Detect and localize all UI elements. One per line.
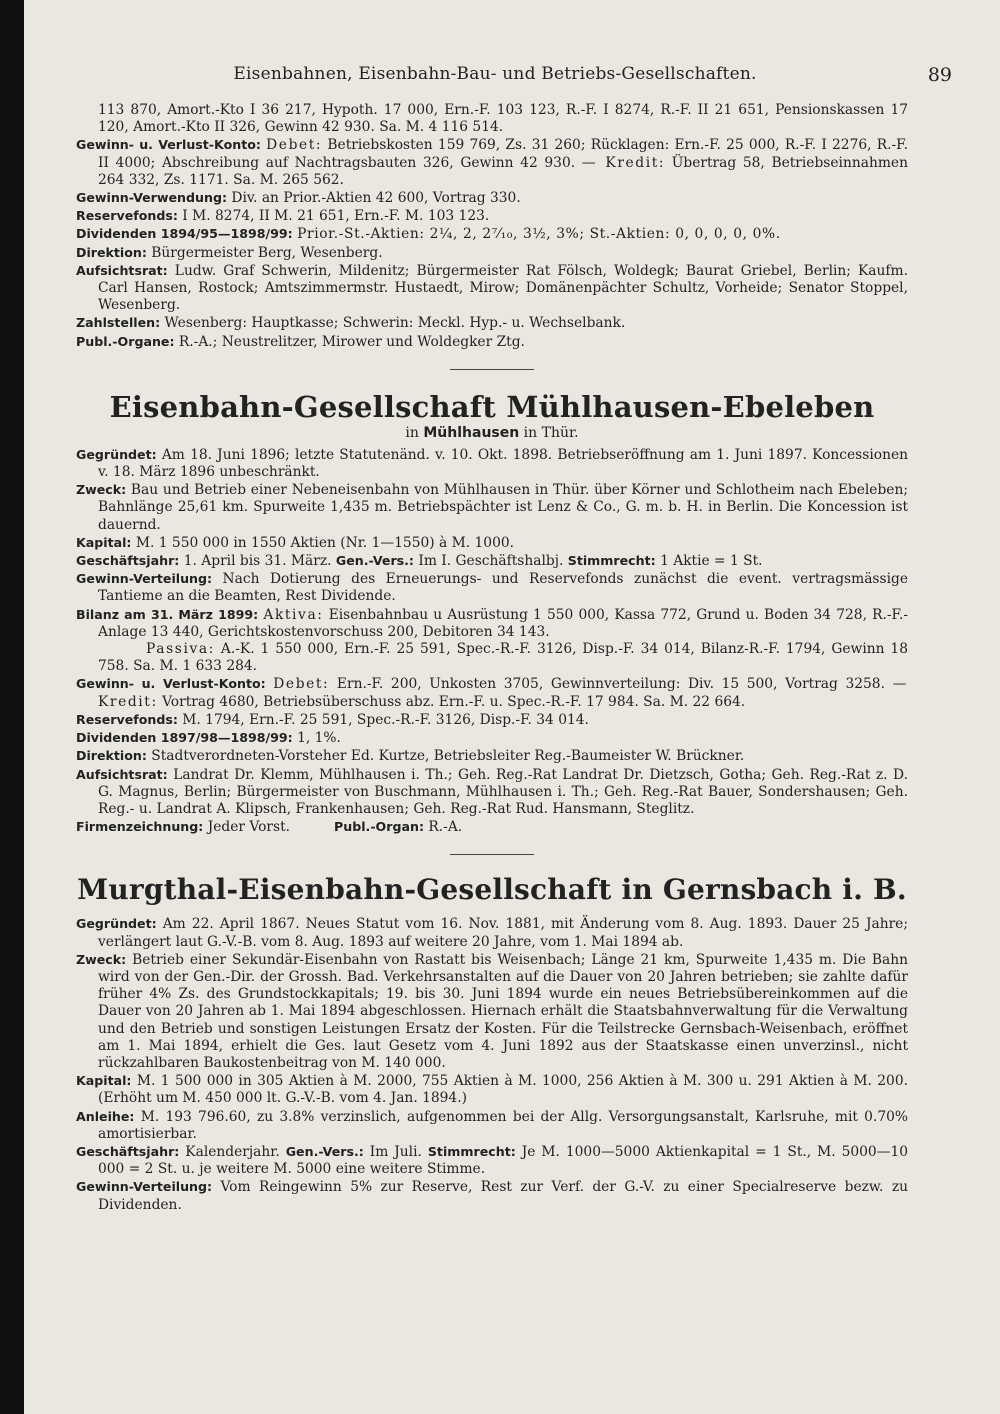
seat-suffix: in Thür.	[523, 424, 579, 441]
entry-text: Bürgermeister Berg, Wesenberg.	[151, 244, 383, 261]
entry-label: Gewinn-Verteilung:	[76, 1179, 213, 1195]
entry-label: Aufsichtsrat:	[76, 262, 168, 278]
balance-continuation	[76, 102, 908, 136]
entry-text: Div. an Prior.-Aktien 42 600, Vortrag 330.	[231, 190, 521, 207]
document-page	[60, 0, 960, 1414]
entry-gewinn-verteilung	[76, 570, 908, 605]
company-title: Murgthal-Eisenbahn-Gesellschaft in Gernsbach i. B.	[77, 873, 907, 907]
entry-direktion	[76, 747, 908, 765]
entry-bilanz-passiva	[76, 641, 908, 675]
seat-city: Mühlhausen	[423, 424, 520, 441]
entry-text: Im I. Geschäftshalbj.	[418, 553, 564, 570]
entry-gegruendet	[76, 446, 908, 481]
entry-label: Gewinn-Verwendung:	[76, 190, 228, 206]
entry-dividenden	[76, 225, 908, 243]
entry-text: Nach Dotierung des Erneuerungs- und Reservefonds zunächst die event. vertragsmässige Tantieme an die Beamten, Rest Dividende.	[98, 571, 908, 605]
entry-label: Bilanz am 31. März 1899:	[76, 606, 259, 622]
entry-label: Gegründet:	[76, 446, 157, 462]
entry-label: Dividenden 1894/95—1898/99:	[76, 226, 293, 242]
page-number: 89	[927, 64, 952, 86]
entry-text: Ludw. Graf Schwerin, Mildenitz; Bürgermeister Rat Fölsch, Woldegk; Baurat Griebel, Berlin; Kaufm. Carl Hansen, Rostock; Amtszimmermstr. Hustaedt, Mirow; Domänenpächter Schultz, Vorheide; Senator Stoppel, Wesenberg.	[98, 262, 908, 314]
entry-gegruendet	[76, 915, 908, 950]
entry-text: Prior.-St.-Aktien: 2¼, 2, 2⁷⁄₁₀, 3½, 3%; St.-Aktien: 0, 0, 0, 0, 0%.	[297, 226, 781, 243]
entry-text: R.-A.	[428, 819, 463, 836]
entry-label: Gen.-Vers.:	[285, 1143, 364, 1159]
entry-label: Gegründet:	[76, 916, 157, 932]
entry-label: Publ.-Organ:	[334, 819, 424, 835]
entry-label: Stimmrecht:	[567, 553, 656, 569]
entry-text: M. 1 550 000 in 1550 Aktien (Nr. 1—1550) à M. 1000.	[135, 534, 515, 551]
entry-bilanz	[76, 606, 908, 641]
entry-gewinn-verwendung	[76, 189, 908, 207]
running-title: Eisenbahnen, Eisenbahn-Bau- und Betriebs-Gesellschaften.	[233, 64, 757, 84]
entry-label: Dividenden 1897/98—1898/99:	[76, 730, 293, 746]
entry-text: Eisenbahnbau u Ausrüstung 1 550 000, Kassa 772, Grund u. Boden 34 728, R.-F.-Anlage 13 440, Gerichtskostenvorschuss 200, Debitoren 34 143.	[98, 606, 909, 640]
entry-text: Ern.-F. 200, Unkosten 3705, Gewinnverteilung: Div. 15 500, Vortrag 3258.	[336, 676, 885, 693]
balance-continuation-text: 113 870, Amort.-Kto I 36 217, Hypoth. 17 000, Ern.-F. 103 123, R.-F. I 8274, R.-F. II 21 651, Pensionskassen 17 120, Amort.-Kto II 326, Gewinn 42 930. Sa. M. 4 116 514.	[98, 102, 908, 136]
entry-kapital	[76, 534, 908, 552]
entry-publ-organe	[76, 333, 908, 351]
entry-reservefonds	[76, 207, 908, 225]
entry-text: Im Juli.	[369, 1143, 422, 1160]
entry-label: Gewinn- u. Verlust-Konto:	[76, 137, 261, 153]
debet-label: Debet:	[266, 137, 323, 154]
entry-text: R.-A.; Neustrelitzer, Mirower und Woldegker Ztg.	[178, 333, 525, 350]
entry-text: Am 18. Juni 1896; letzte Statutenänd. v. 10. Okt. 1898. Betriebseröffnung am 1. Juni 1897. Koncessionen v. 18. März 1896 unbeschränkt.	[98, 446, 908, 481]
entry-label: Gewinn-Verteilung:	[76, 571, 213, 587]
entry-label: Reservefonds:	[76, 208, 178, 224]
entry-text: Bau und Betrieb einer Nebeneisenbahn von Mühlhausen in Thür. über Körner und Schlotheim nach Ebeleben; Bahnlänge 25,61 km. Spurweite 1,435 m. Betriebspächter ist Lenz & Co., G. m. b. H. in Berlin. Die Koncession ist dauernd.	[98, 482, 908, 533]
entry-label: Publ.-Organe:	[76, 333, 175, 349]
entry-gewinn-verlust	[76, 675, 908, 710]
entry-label: Kapital:	[76, 1073, 132, 1089]
section-divider	[450, 369, 534, 370]
entry-label: Geschäftsjahr:	[76, 1143, 180, 1159]
entry-text: Jeder Vorst.	[207, 819, 291, 836]
entry-direktion	[76, 244, 908, 262]
book-binding-edge	[0, 0, 24, 1414]
entry-kapital	[76, 1072, 908, 1107]
entry-aufsichtsrat	[76, 766, 908, 819]
section-divider	[450, 854, 534, 855]
entry-zweck	[76, 951, 908, 1072]
entry-zweck	[76, 481, 908, 534]
running-head	[60, 64, 960, 86]
entry-label: Direktion:	[76, 748, 147, 764]
entry-label: Gewinn- u. Verlust-Konto:	[76, 676, 266, 692]
entry-gewinn-verlust	[76, 136, 908, 189]
entry-text: 1, 1%.	[297, 730, 341, 747]
entry-dividenden	[76, 729, 908, 747]
entry-text: Betrieb einer Sekundär-Eisenbahn von Rastatt bis Weisenbach; Länge 21 km, Spurweite 1,435 m. Die Bahn wird von der Gen.-Dir. der Grossh. Bad. Verkehrsanstalten auf die Dauer von 20 Jahren betrieben; sie zahlte dafür früher 4% Zs. des Grundstockkapitals; 19. bis 30. Juni 1894 wurde ein neues Betriebsübereinkommen auf die Dauer von 20 Jahren ab 1. Mai 1894 abgeschlossen. Hiernach erhält die Staatsbahnverwaltung für die Verwaltung und den Betrieb und sonstigen Leistungen Ersatz der Kosten. Für die Teilstrecke Gernsbach-Weisenbach, eröffnet am 1. Mai 1894, erhielt die Ges. laut Gesetz vom 4. Juni 1892 aus der Staatskasse einen unverzinsl., nicht rückzahlbaren Baukostenbeitrag von M. 140 000.	[98, 951, 908, 1071]
entry-anleihe	[76, 1108, 908, 1143]
entry-text: Stadtverordneten-Vorsteher Ed. Kurtze, Betriebsleiter Reg.-Baumeister W. Brückner.	[151, 748, 745, 765]
kredit-label: — Kredit:	[581, 154, 666, 171]
debet-label: Debet:	[273, 676, 330, 693]
entry-geschaeftsjahr	[76, 1143, 908, 1178]
entry-label: Geschäftsjahr:	[76, 553, 180, 569]
entry-text: M. 193 796.60, zu 3.8% verzinslich, aufgenommen bei der Allg. Versorgungsanstalt, Karlsruhe, mit 0.70% amortisierbar.	[98, 1108, 908, 1142]
entry-zahlstellen	[76, 314, 908, 332]
entry-text: A.-K. 1 550 000, Ern.-F. 25 591, Spec.-R.-F. 3126, Disp.-F. 34 014, Bilanz-R.-F. 1794, Gewinn 18 758. Sa. M. 1 633 284.	[98, 641, 908, 675]
entry-firmenzeichnung	[76, 818, 908, 836]
passiva-label: Passiva:	[146, 641, 215, 658]
entry-text: M. 1794, Ern.-F. 25 591, Spec.-R.-F. 3126, Disp.-F. 34 014.	[182, 711, 589, 728]
entry-label: Stimmrecht:	[427, 1143, 516, 1159]
entry-text: Vortrag 4680, Betriebsüberschuss abz. Ern.-F. u. Spec.-R.-F. 17 984. Sa. M. 22 664.	[162, 693, 746, 710]
entry-text: Betriebskosten 159 769, Zs. 31 260; Rücklagen: Ern.-F. 25 000, R.-F. I 2276, R.-F. II 4000; Abschreibung auf Nachtragsbauten 326, Gewinn 42 930.	[98, 137, 908, 171]
entry-text: I M. 8274, II M. 21 651, Ern.-F. M. 103 123.	[182, 208, 490, 225]
entry-aufsichtsrat	[76, 262, 908, 315]
company-title: Eisenbahn-Gesellschaft Mühlhausen-Ebeleben	[109, 389, 875, 424]
entry-text: Übertrag 58, Betriebseinnahmen 264 332, Zs. 1171. Sa. M. 265 562.	[98, 154, 908, 188]
entry-gewinn-verteilung	[76, 1178, 908, 1213]
entry-geschaeftsjahr	[76, 552, 908, 570]
entry-text: Je M. 1000—5000 Aktienkapital = 1 St., M. 5000—10 000 = 2 St. u. je weitere M. 5000 eine weitere Stimme.	[98, 1143, 909, 1178]
entry-label: Firmenzeichnung:	[76, 819, 204, 835]
page-content	[76, 102, 908, 1214]
entry-reservefonds	[76, 711, 908, 729]
entry-text: Kalenderjahr.	[185, 1143, 280, 1160]
entry-label: Zweck:	[76, 951, 127, 967]
entry-text: 1 Aktie = 1 St.	[660, 553, 763, 570]
company-seat	[76, 424, 908, 442]
entry-label: Kapital:	[76, 534, 132, 550]
entry-text: Am 22. April 1867. Neues Statut vom 16. Nov. 1881, mit Änderung vom 8. Aug. 1893. Dauer 25 Jahre; verlängert laut G.-V.-B. vom 8. Aug. 1893 auf weitere 20 Jahre, vom 1. Mai 1894 ab.	[98, 916, 908, 950]
entry-text: Vom Reingewinn 5% zur Reserve, Rest zur Verf. der G.-V. zu einer Specialreserve bezw. zu Dividenden.	[98, 1179, 908, 1213]
entry-text: 1. April bis 31. März.	[183, 553, 332, 570]
entry-label: Zahlstellen:	[76, 315, 161, 331]
entry-text: Wesenberg: Hauptkasse; Schwerin: Meckl. Hyp.- u. Wechselbank.	[164, 315, 626, 332]
entry-label: Direktion:	[76, 244, 147, 260]
entry-text: M. 1 500 000 in 305 Aktien à M. 2000, 755 Aktien à M. 1000, 256 Aktien à M. 300 u. 291 Aktien à M. 200. (Erhöht um M. 450 000 lt. G.-V.-B. vom 4. Jan. 1894.)	[98, 1073, 908, 1107]
entry-text: Landrat Dr. Klemm, Mühlhausen i. Th.; Geh. Reg.-Rat Landrat Dr. Dietzsch, Gotha; Geh. Reg.-Rat z. D. G. Magnus, Berlin; Bürgermeister von Buschmann, Mühlhausen i. Th.; Geh. Reg.-Rat Bauer, Sondershausen; Geh. Reg.- u. Landrat A. Klipsch, Frankenhausen; Geh. Reg.-Rat Rud. Hansmann, Steglitz.	[98, 766, 908, 817]
aktiva-label: Aktiva:	[263, 606, 324, 623]
entry-label: Anleihe:	[76, 1108, 135, 1124]
entry-label: Zweck:	[76, 482, 127, 498]
entry-label: Aufsichtsrat:	[76, 766, 168, 782]
kredit-label: — Kredit:	[98, 676, 908, 710]
entry-label: Reservefonds:	[76, 711, 178, 727]
entry-label: Gen.-Vers.:	[335, 553, 414, 569]
seat-prefix: in	[405, 424, 419, 441]
